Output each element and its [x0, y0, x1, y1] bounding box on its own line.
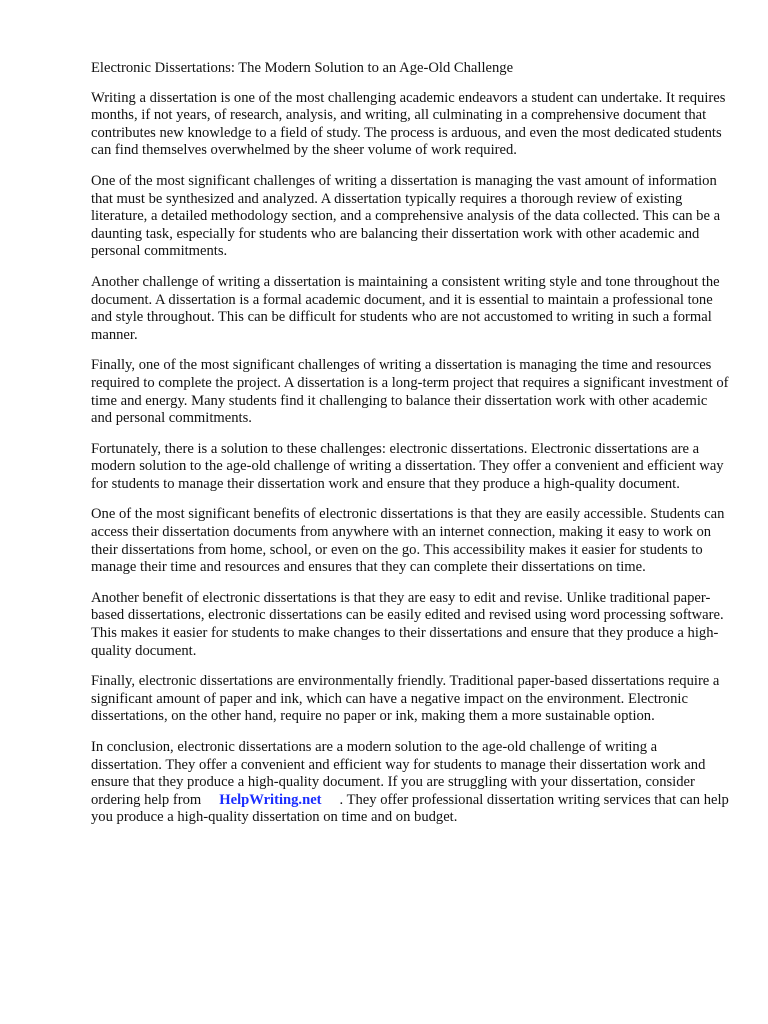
paragraph-3: Another challenge of writing a dissertation is maintaining a consistent writing style and tone throughout the document. A dissertation is a formal academic document, and it is essential to maintain a professional tone and style throughout. This can be difficult for students who are not accustomed to writing in such a formal manner.	[91, 273, 720, 343]
document-title: Electronic Dissertations: The Modern Solution to an Age-Old Challenge	[91, 60, 514, 76]
helpwriting-link[interactable]: HelpWriting.net	[219, 791, 322, 808]
paragraph-4: Finally, one of the most significant challenges of writing a dissertation is managing the time and resources required to complete the project. A dissertation is a long-term project that requires a significant investment of time and energy. Many students find it challenging to balance their dissertation work with other academic and personal commitments.	[91, 357, 729, 427]
paragraph-1: Writing a dissertation is one of the most challenging academic endeavors a student can undertake. It requires months, if not years, of research, analysis, and writing, all culminating in a comprehensive document that contributes new knowledge to a field of study. The process is arduous, and even the most dedicated students can find themselves overwhelmed by the sheer volume of work required.	[91, 89, 726, 159]
paragraph-2: One of the most significant challenges of writing a dissertation is managing the vast amount of information that must be synthesized and analyzed. A dissertation typically requires a thorough review of existing literature, a detailed methodology section, and a comprehensive analysis of the data collected. This can be a daunting task, especially for students who are balancing their dissertation work with other academic and personal commitments.	[91, 172, 721, 260]
paragraph-6: One of the most significant benefits of electronic dissertations is that they are easily accessible. Students can access their dissertation documents from anywhere with an internet connection, making it easy to work on their dissertations from home, school, or even on the go. This accessibility makes it easier for students to manage their time and resources and ensures that they can complete their dissertations on time.	[91, 506, 725, 576]
conclusion-text-after-link: . They offer professional dissertation writing services that can help you produce a high-quality dissertation on time and on budget.	[91, 791, 729, 826]
paragraph-8: Finally, electronic dissertations are environmentally friendly. Traditional paper-based dissertations require a significant amount of paper and ink, which can have a negative impact on the environment. Electronic dissertations, on the other hand, require no paper or ink, making them a more sustainable option.	[91, 673, 720, 725]
paragraph-5: Fortunately, there is a solution to these challenges: electronic dissertations. Electronic dissertations are a modern solution to the age-old challenge of writing a dissertation. They offer a convenient and efficient way for students to manage their dissertation work and ensure that they produce a high-quality document.	[91, 440, 724, 492]
paragraph-7: Another benefit of electronic dissertations is that they are easy to edit and revise. Unlike traditional paper-based dissertations, electronic dissertations can be easily edited and revised using word processing software. This makes it easier for students to make changes to their dissertations and ensure that they produce a high-quality document.	[91, 589, 724, 659]
conclusion-paragraph	[91, 739, 731, 827]
document-page	[91, 60, 731, 840]
conclusion-text-before-link: In conclusion, electronic dissertations are a modern solution to the age-old challenge of writing a dissertation. They offer a convenient and efficient way for students to manage their dissertation work and ensure that they produce a high-quality document. If you are struggling with your dissertation, consider ordering help from	[91, 739, 706, 808]
